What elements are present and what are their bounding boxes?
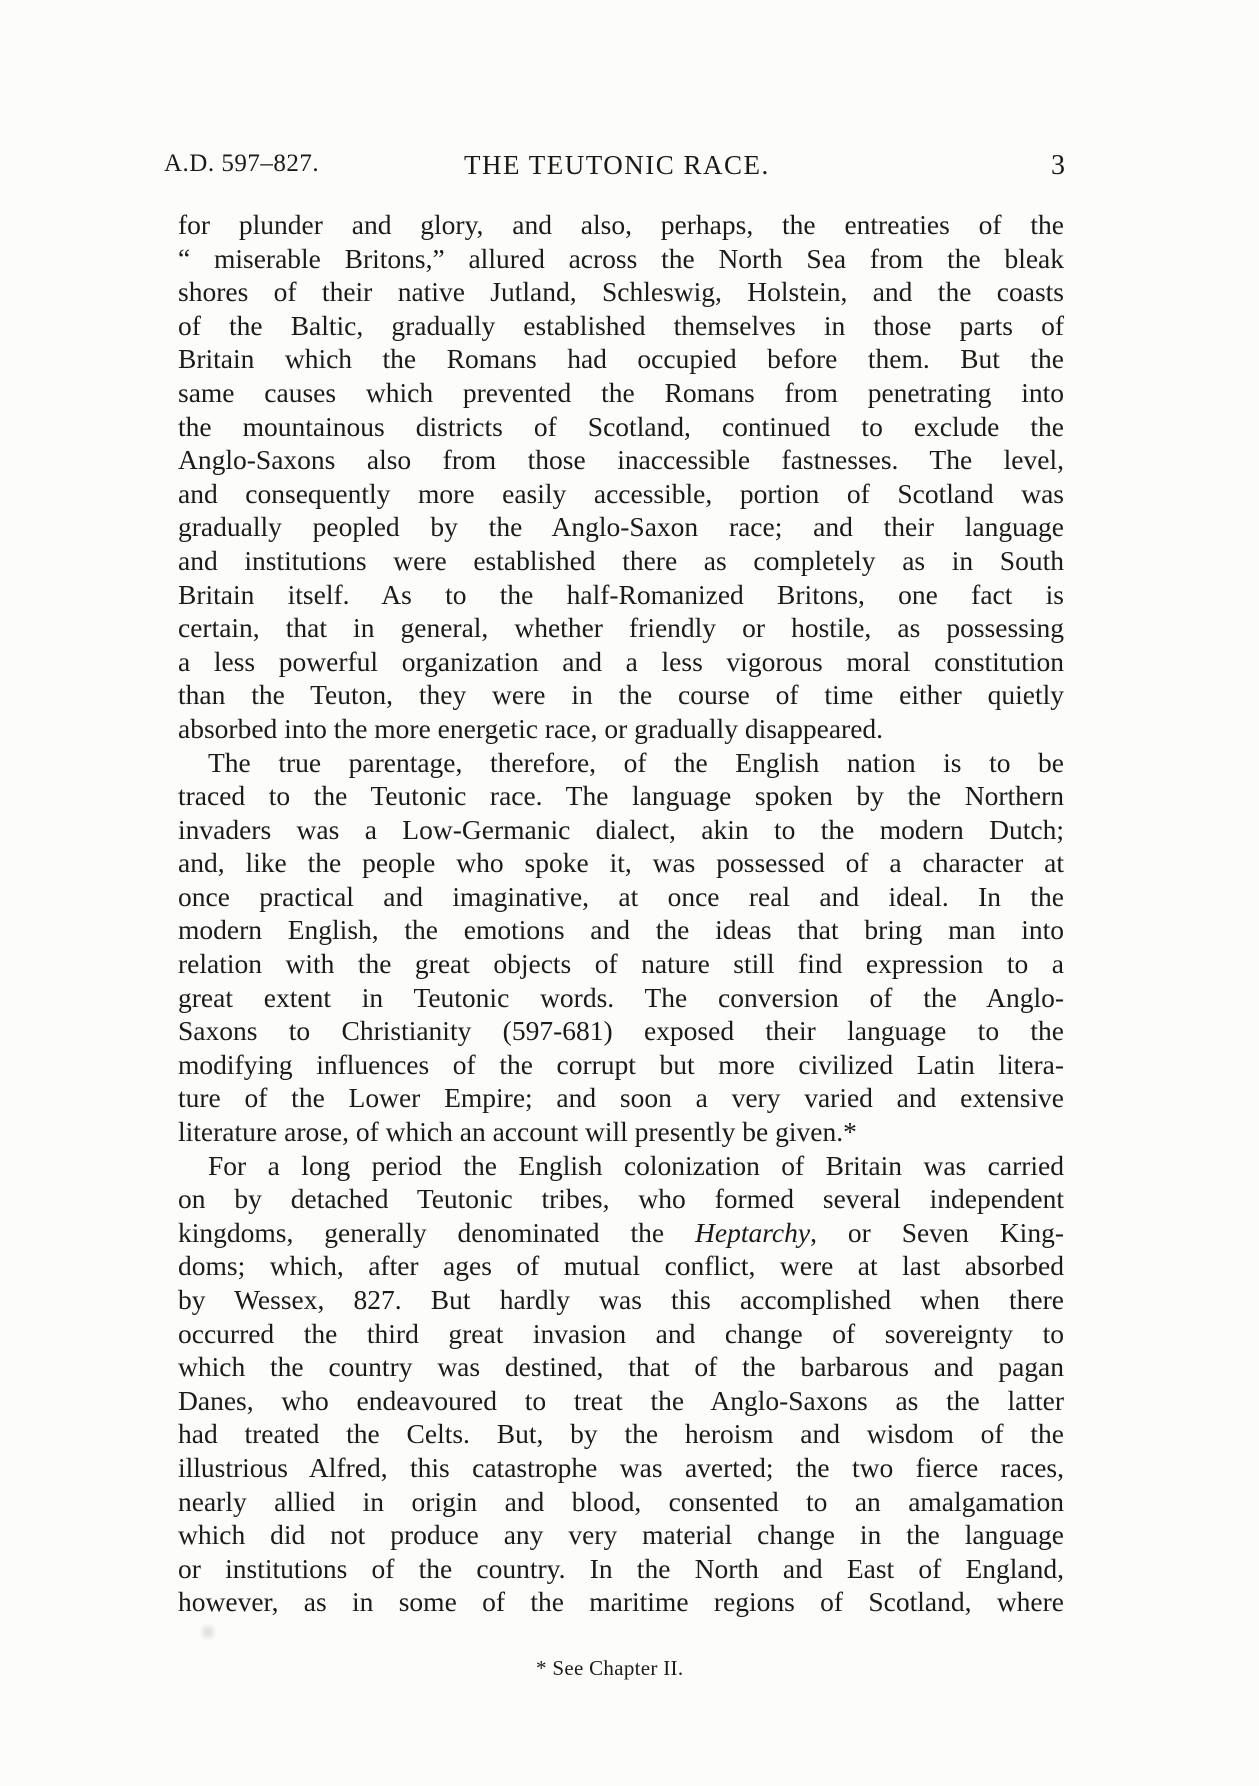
text-line: or institutions of the country. In the North and East of England, <box>178 1552 1064 1584</box>
text-line: and institutions were established there as completely as in South <box>178 544 1064 576</box>
text-line: ture of the Lower Empire; and soon a very varied and extensive <box>178 1082 1064 1114</box>
text-line: however, as in some of the maritime regions of Scotland, where <box>178 1586 1064 1618</box>
text-line: same causes which prevented the Romans from penetrating into <box>178 376 1064 408</box>
text-line: once practical and imaginative, at once real and ideal. In the <box>178 880 1064 912</box>
text-line: modifying influences of the corrupt but more civilized Latin litera- <box>178 1048 1064 1080</box>
text-line: Anglo-Saxons also from those inaccessible fastnesses. The level, <box>178 444 1064 476</box>
text-line: great extent in Teutonic words. The conversion of the Anglo- <box>178 981 1064 1013</box>
paragraph-first-line: For a long period the English colonization of Britain was carried <box>208 1149 1064 1181</box>
text-line: invaders was a Low-Germanic dialect, akin to the modern Dutch; <box>178 813 1064 845</box>
text-line: modern English, the emotions and the ideas that bring man into <box>178 914 1064 946</box>
text-line: Saxons to Christianity (597-681) exposed their language to the <box>178 1015 1064 1047</box>
text-line: Britain which the Romans had occupied before them. But the <box>178 343 1064 375</box>
text-line: which the country was destined, that of the barbarous and pagan <box>178 1351 1064 1383</box>
text-line: by Wessex, 827. But hardly was this accomplished when there <box>178 1284 1064 1315</box>
text-line: gradually peopled by the Anglo-Saxon race; and their language <box>178 511 1064 543</box>
text-line: relation with the great objects of nature still find expression to a <box>178 948 1064 980</box>
text-line: occurred the third great invasion and change of sovereignty to <box>178 1317 1064 1349</box>
header-running-title: THE TEUTONIC RACE. <box>464 150 770 180</box>
text-line: the mountainous districts of Scotland, continued to exclude the <box>178 410 1064 442</box>
footnote: * See Chapter II. <box>536 1656 684 1680</box>
text-line: shores of their native Jutland, Schleswig, Holstein, and the coasts <box>178 276 1064 308</box>
body-text <box>178 208 1064 1619</box>
paragraph-first-line: The true parentage, therefore, of the English nation is to be <box>208 746 1064 778</box>
text-line: which did not produce any very material change in the language <box>178 1519 1064 1551</box>
italic-term: Heptarchy <box>695 1216 811 1248</box>
text-line: doms; which, after ages of mutual conflict, were at last absorbed <box>178 1250 1064 1282</box>
ink-smudge <box>197 1624 219 1640</box>
text-line: on by detached Teutonic tribes, who formed several independent <box>178 1183 1064 1215</box>
text-line: a less powerful organization and a less vigorous moral constitution <box>178 645 1064 677</box>
text-line: had treated the Celts. But, by the heroism and wisdom of the <box>178 1418 1064 1450</box>
running-header <box>164 150 1065 184</box>
text-line: Britain itself. As to the half-Romanized Britons, one fact is <box>178 578 1064 610</box>
text-line: of the Baltic, gradually established themselves in those parts of <box>178 309 1064 341</box>
text-line: kingdoms, generally denominated the Heptarchy, or Seven King- <box>178 1216 1064 1248</box>
text-line: literature arose, of which an account will presently be given.* <box>178 1116 857 1148</box>
header-date-range: A.D. 597–827. <box>164 150 320 177</box>
text-line: traced to the Teutonic race. The language spoken by the Northern <box>178 780 1064 812</box>
text-line: absorbed into the more energetic race, or gradually disappeared. <box>178 712 884 744</box>
text-line: and, like the people who spoke it, was possessed of a character at <box>178 847 1064 879</box>
text-line: “ miserable Britons,” allured across the North Sea from the bleak <box>178 242 1064 274</box>
text-line: illustrious Alfred, this catastrophe was averted; the two fierce races, <box>178 1451 1064 1483</box>
text-line: than the Teuton, they were in the course of time either quietly <box>178 679 1064 711</box>
text-line: for plunder and glory, and also, perhaps, the entreaties of the <box>178 209 1064 240</box>
text-line: and consequently more easily accessible, portion of Scotland was <box>178 477 1064 509</box>
text-line: Danes, who endeavoured to treat the Anglo-Saxons as the latter <box>178 1384 1064 1416</box>
text-line: nearly allied in origin and blood, consented to an amalgamation <box>178 1485 1064 1517</box>
text-line: certain, that in general, whether friendly or hostile, as possessing <box>178 612 1064 644</box>
page-number: 3 <box>1051 150 1065 181</box>
